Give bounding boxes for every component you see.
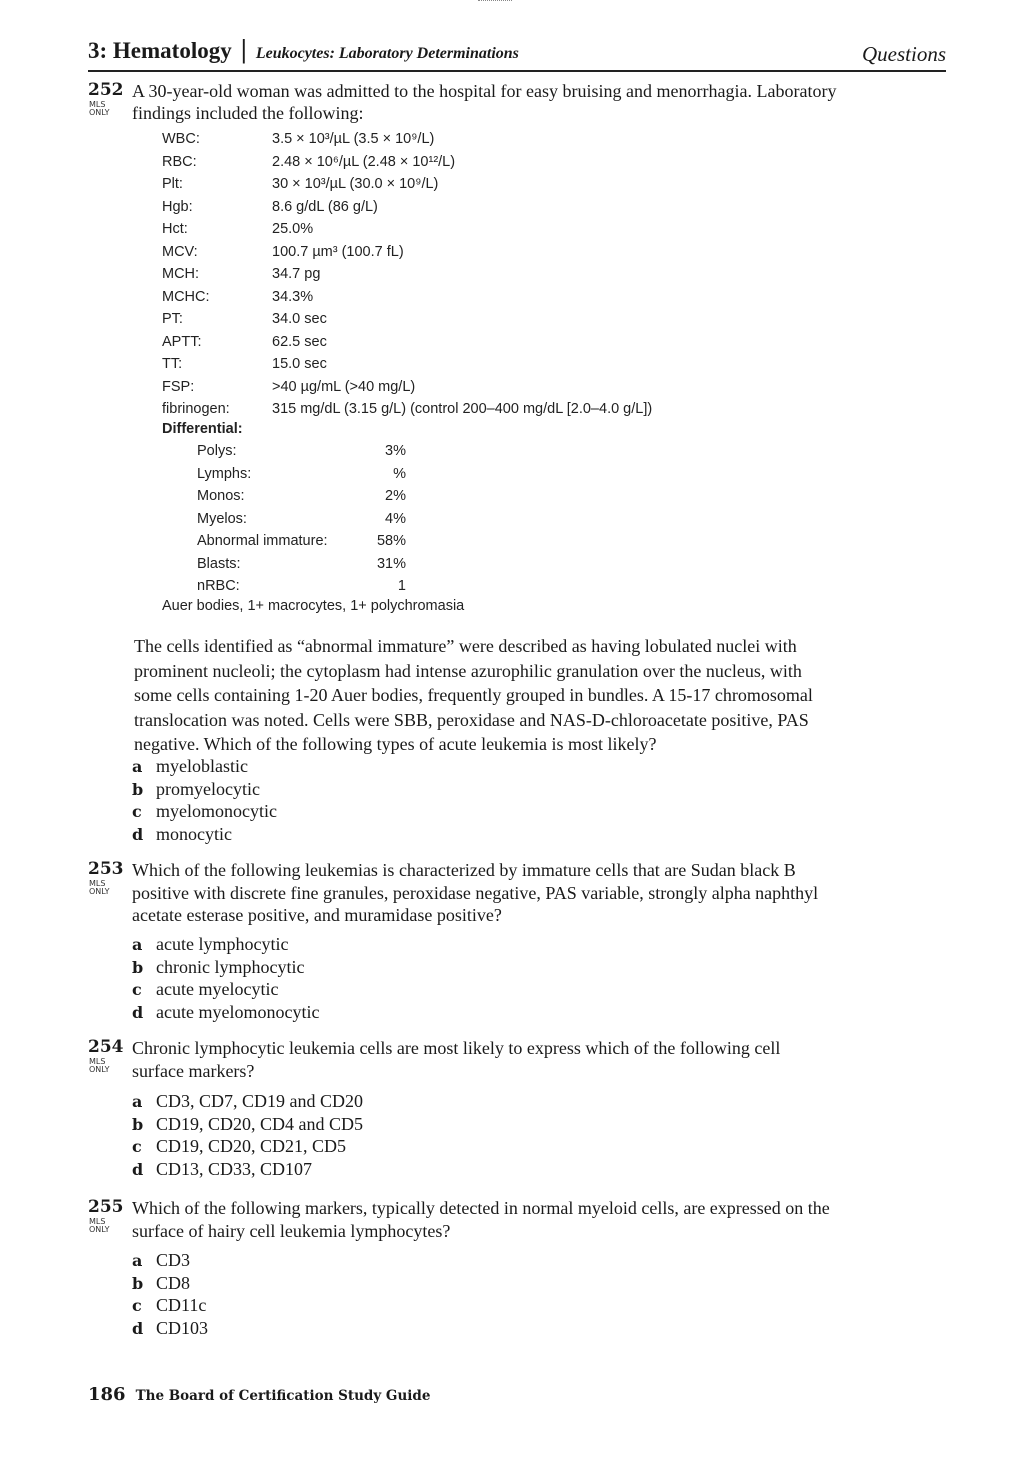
lab-value: 15.0 sec <box>272 356 327 372</box>
answer-option[interactable] <box>132 778 260 801</box>
lab-value: 3.5 × 10³/µL (3.5 × 10⁹/L) <box>272 131 435 147</box>
differential-value: % <box>393 465 406 482</box>
lab-value: 2.48 × 10⁶/µL (2.48 × 10¹²/L) <box>272 153 456 170</box>
lab-value: 8.6 g/dL (86 g/L) <box>272 198 378 215</box>
lab-label: Plt: <box>162 176 183 192</box>
differential-label: Abnormal immature: <box>197 533 328 549</box>
question-text-line: findings included the following: <box>132 103 364 123</box>
question-text-line: Which of the following markers, typically detected in normal myeloid cells, are expressed on the <box>132 1198 830 1218</box>
lab-value: 100.7 µm³ (100.7 fL) <box>272 243 404 260</box>
answer-option[interactable] <box>132 956 304 979</box>
option-letter: a <box>132 1251 143 1270</box>
header-questions-label: Questions <box>862 42 946 66</box>
mls-tag: MLS <box>89 879 106 888</box>
option-text: CD8 <box>156 1272 191 1293</box>
option-text: acute myelomonocytic <box>156 1001 320 1022</box>
option-letter: c <box>132 1296 142 1315</box>
answer-option[interactable] <box>132 978 278 1001</box>
question-text-line: positive with discrete fine granules, peroxidase negative, PAS variable, strongly alpha naphthyl <box>132 882 819 903</box>
answer-option[interactable] <box>132 1090 363 1113</box>
only-tag: ONLY <box>89 1065 110 1074</box>
option-text: myeloblastic <box>156 756 248 776</box>
option-letter: d <box>132 824 144 844</box>
differential-label: Monos: <box>197 488 245 504</box>
option-text: CD13, CD33, CD107 <box>156 1158 313 1179</box>
morphology-note: Auer bodies, 1+ macrocytes, 1+ polychromasia <box>162 598 465 614</box>
differential-label: nRBC: <box>197 578 240 594</box>
option-text: promyelocytic <box>156 778 260 799</box>
option-letter: c <box>132 980 142 999</box>
question-number: 255 <box>88 1197 124 1217</box>
answer-option[interactable] <box>132 1317 208 1340</box>
option-letter: a <box>132 757 143 776</box>
option-letter: a <box>132 935 143 954</box>
lab-value: 30 × 10³/µL (30.0 × 10⁹/L) <box>272 176 439 192</box>
section-title: Leukocytes: Laboratory Determinations <box>255 45 519 62</box>
answer-option[interactable] <box>132 1272 190 1295</box>
lab-value: 315 mg/dL (3.15 g/L) (control 200–400 mg/dL [2.0–4.0 g/L]) <box>272 401 653 417</box>
option-letter: d <box>132 1159 144 1179</box>
mls-tag: MLS <box>89 1217 106 1226</box>
differential-value: 2% <box>385 488 406 504</box>
differential-label: Blasts: <box>197 555 241 572</box>
lab-label: Hct: <box>162 221 188 237</box>
scan-mark <box>478 0 512 2</box>
question-number: 252 <box>88 80 124 100</box>
answer-option[interactable] <box>132 933 288 956</box>
answer-option[interactable] <box>132 1113 363 1136</box>
question-paragraph-line: The cells identified as “abnormal immature” were described as having lobulated nuclei with <box>134 636 797 656</box>
differential-value: 1 <box>397 578 406 594</box>
option-text: CD103 <box>156 1317 209 1338</box>
answer-option[interactable] <box>132 1135 346 1158</box>
differential-heading: Differential: <box>162 421 243 437</box>
option-letter: b <box>132 1273 144 1293</box>
question-paragraph-line: prominent nucleoli; the cytoplasm had intense azurophilic granulation over the nucleus, with <box>134 660 802 681</box>
lab-label: MCHC: <box>162 288 210 305</box>
option-text: CD19, CD20, CD4 and CD5 <box>156 1113 364 1134</box>
lab-value: 25.0% <box>272 221 314 237</box>
mls-tag: MLS <box>89 100 106 109</box>
lab-label: RBC: <box>162 153 197 170</box>
question-paragraph-line: negative. Which of the following types of acute leukemia is most likely? <box>134 734 657 754</box>
lab-value: 62.5 sec <box>272 333 327 350</box>
option-text: monocytic <box>156 823 232 844</box>
lab-value: >40 µg/mL (>40 mg/L) <box>272 378 416 395</box>
lab-value: 34.7 pg <box>272 266 321 282</box>
option-letter: c <box>132 1137 142 1156</box>
question-text-line: A 30-year-old woman was admitted to the hospital for easy bruising and menorrhagia. Laboratory <box>132 81 837 101</box>
option-text: CD3 <box>156 1250 191 1270</box>
option-letter: b <box>132 779 144 799</box>
page-footer <box>88 1384 430 1405</box>
page-number: 186 <box>88 1384 126 1405</box>
lab-label: MCH: <box>162 266 200 282</box>
option-text: myelomonocytic <box>156 801 277 821</box>
option-letter: c <box>132 802 142 821</box>
header-separator: | <box>239 36 248 64</box>
question-paragraph-line: some cells containing 1-20 Auer bodies, frequently grouped in bundles. A 15-17 chromosomal <box>134 685 813 705</box>
option-text: chronic lymphocytic <box>156 956 305 977</box>
option-letter: b <box>132 957 144 977</box>
differential-value: 4% <box>385 510 406 527</box>
question-number: 253 <box>88 859 124 879</box>
answer-option[interactable] <box>132 800 277 823</box>
option-text: CD11c <box>156 1295 207 1315</box>
book-title: The Board of Certification Study Guide <box>135 1388 431 1404</box>
option-letter: d <box>132 1318 144 1338</box>
lab-value: 34.0 sec <box>272 311 327 327</box>
differential-value: 31% <box>376 555 406 572</box>
only-tag: ONLY <box>89 108 110 117</box>
lab-label: Hgb: <box>162 198 193 215</box>
question-number: 254 <box>88 1037 124 1057</box>
lab-label: MCV: <box>162 243 198 260</box>
lab-value: 34.3% <box>272 288 314 305</box>
question-text-line: Which of the following leukemias is characterized by immature cells that are Sudan black B <box>132 860 796 880</box>
answer-option[interactable] <box>132 755 248 778</box>
differential-value: 58% <box>376 533 406 549</box>
answer-option[interactable] <box>132 1249 190 1272</box>
option-letter: a <box>132 1092 143 1111</box>
mls-tag: MLS <box>89 1057 106 1066</box>
lab-label: WBC: <box>162 131 200 147</box>
option-text: acute lymphocytic <box>156 934 289 954</box>
differential-label: Lymphs: <box>197 465 252 482</box>
lab-label: TT: <box>162 356 183 372</box>
option-text: CD19, CD20, CD21, CD5 <box>156 1136 347 1156</box>
question-text-line: acetate esterase positive, and muramidase positive? <box>132 905 502 925</box>
only-tag: ONLY <box>89 1225 110 1234</box>
option-text: CD3, CD7, CD19 and CD20 <box>156 1091 364 1111</box>
header-rule <box>88 70 946 72</box>
question-text-line: surface markers? <box>132 1061 255 1081</box>
differential-label: Myelos: <box>197 510 247 527</box>
option-letter: d <box>132 1002 144 1022</box>
differential-value: 3% <box>385 443 406 459</box>
answer-option[interactable] <box>132 1001 319 1024</box>
lab-label: fibrinogen: <box>162 401 230 417</box>
chapter-title: 3: Hematology <box>88 38 232 63</box>
differential-label: Polys: <box>197 443 237 459</box>
question-paragraph-line: translocation was noted. Cells were SBB, peroxidase and NAS-D-chloroacetate positive, PAS <box>134 709 809 730</box>
answer-option[interactable] <box>132 823 232 846</box>
lab-label: APTT: <box>162 333 202 350</box>
answer-option[interactable] <box>132 1158 312 1181</box>
lab-label: FSP: <box>162 378 195 395</box>
option-letter: b <box>132 1114 144 1134</box>
question-text-line: surface of hairy cell leukemia lymphocytes? <box>132 1221 451 1241</box>
answer-option[interactable] <box>132 1294 206 1317</box>
page-header <box>88 36 519 64</box>
question-text-line: Chronic lymphocytic leukemia cells are most likely to express which of the following cell <box>132 1038 781 1058</box>
option-text: acute myelocytic <box>156 979 279 999</box>
only-tag: ONLY <box>89 887 110 896</box>
lab-label: PT: <box>162 311 183 327</box>
